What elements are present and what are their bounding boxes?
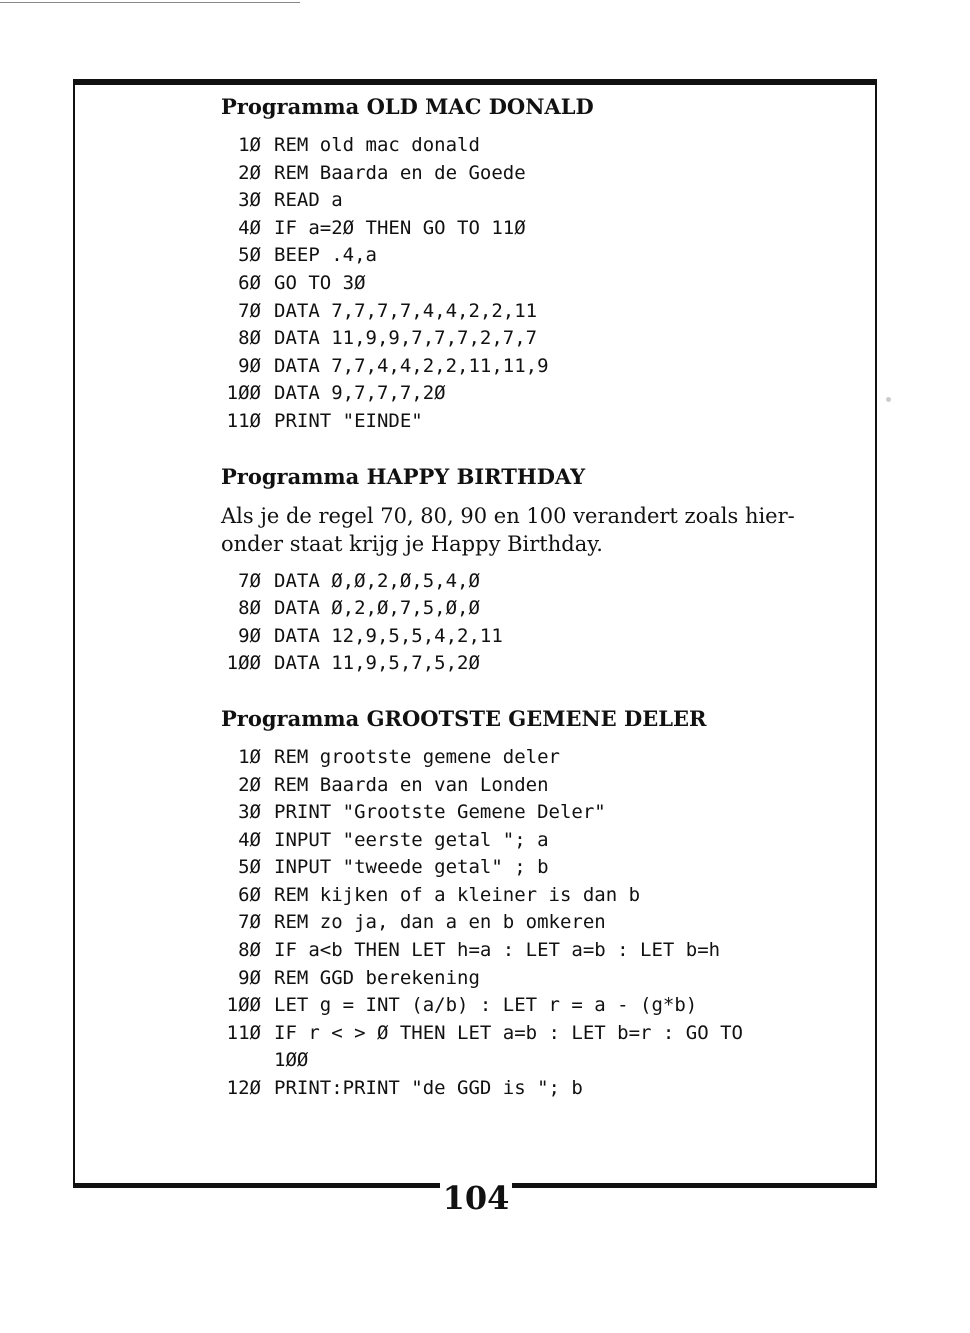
section-heading	[221, 92, 841, 122]
code-line	[221, 909, 841, 937]
code-line	[221, 568, 841, 596]
line-number: 3Ø	[238, 189, 261, 212]
code-line	[221, 772, 841, 800]
line-number: 3Ø	[238, 801, 261, 824]
code-line	[221, 882, 841, 910]
heading-title: HAPPY BIRTHDAY	[366, 463, 586, 489]
line-code: GO TO 3Ø	[274, 271, 366, 294]
heading-title: OLD MAC DONALD	[366, 94, 594, 119]
paper-speck	[886, 397, 891, 402]
line-code: IF r < > Ø THEN LET a=b : LET b=r : GO TO	[274, 1021, 743, 1044]
line-code: REM grootste gemene deler	[274, 745, 560, 768]
line-code: PRINT "Grootste Gemene Deler"	[274, 801, 606, 824]
code-line	[221, 937, 841, 965]
code-line	[221, 1075, 841, 1103]
line-number: 5Ø	[238, 244, 261, 267]
code-line	[221, 595, 841, 623]
code-line	[221, 325, 841, 353]
line-number: 9Ø	[238, 966, 261, 989]
explanation-paragraph	[221, 502, 841, 558]
line-number: 4Ø	[238, 828, 261, 851]
line-number: 5Ø	[238, 856, 261, 879]
line-code: DATA Ø,Ø,2,Ø,5,4,Ø	[274, 569, 480, 592]
line-code: PRINT "EINDE"	[274, 409, 423, 432]
code-line	[221, 965, 841, 993]
section-heading	[221, 704, 841, 734]
paragraph-line: onder staat krijg je Happy Birthday.	[221, 531, 603, 556]
line-number	[221, 1047, 261, 1075]
code-line	[221, 270, 841, 298]
line-number: 6Ø	[238, 883, 261, 906]
section-happy-birthday	[221, 462, 841, 678]
line-number: 4Ø	[238, 216, 261, 239]
code-line	[221, 215, 841, 243]
section-heading	[221, 462, 841, 492]
code-listing	[221, 744, 841, 1103]
line-number: 1Ø	[238, 745, 261, 768]
code-line	[221, 242, 841, 270]
line-number: 6Ø	[238, 271, 261, 294]
code-line	[221, 1020, 841, 1048]
code-line	[221, 799, 841, 827]
line-number: 2Ø	[238, 773, 261, 796]
top-rule	[0, 2, 300, 3]
code-line	[221, 380, 841, 408]
line-number: 7Ø	[238, 569, 261, 592]
line-code: PRINT:PRINT "de GGD is "; b	[274, 1077, 583, 1100]
code-line	[221, 353, 841, 381]
line-code: DATA Ø,2,Ø,7,5,Ø,Ø	[274, 597, 480, 620]
line-code: INPUT "eerste getal "; a	[274, 828, 549, 851]
line-code: DATA 9,7,7,7,2Ø	[274, 382, 446, 405]
line-code: DATA 12,9,5,5,4,2,11	[274, 624, 503, 647]
line-code: LET g = INT (a/b) : LET r = a - (g*b)	[274, 994, 698, 1017]
line-number: 8Ø	[238, 327, 261, 350]
line-code: DATA 7,7,7,7,4,4,2,2,11	[274, 299, 538, 322]
line-number: 11Ø	[226, 1021, 261, 1044]
line-code: REM kijken of a kleiner is dan b	[274, 883, 641, 906]
line-code: REM zo ja, dan a en b omkeren	[274, 911, 606, 934]
paragraph-line: Als je de regel 70, 80, 90 en 100 verandert zoals hier-	[221, 503, 795, 528]
heading-prefix: Programma	[221, 705, 360, 731]
page-content	[221, 92, 841, 1103]
section-grootste-gemene-deler	[221, 704, 841, 1103]
line-number: 1ØØ	[226, 652, 261, 675]
line-code: INPUT "tweede getal" ; b	[274, 856, 549, 879]
line-code: READ a	[274, 189, 343, 212]
code-line	[221, 854, 841, 882]
line-code: IF a<b THEN LET h=a : LET a=b : LET b=h	[274, 939, 721, 962]
code-listing	[221, 132, 841, 436]
line-number: 7Ø	[238, 911, 261, 934]
line-code: REM old mac donald	[274, 134, 480, 156]
line-code: DATA 11,9,5,7,5,2Ø	[274, 652, 480, 675]
line-code: BEEP .4,a	[274, 244, 377, 267]
code-line	[221, 408, 841, 436]
line-number: 1ØØ	[226, 994, 261, 1017]
heading-prefix: Programma	[221, 94, 360, 119]
line-code: REM Baarda en van Londen	[274, 773, 549, 796]
code-line	[221, 992, 841, 1020]
line-code: IF a=2Ø THEN GO TO 11Ø	[274, 216, 526, 239]
line-number: 11Ø	[226, 409, 261, 432]
heading-prefix: Programma	[221, 463, 360, 489]
code-line	[221, 1047, 841, 1075]
code-listing	[221, 568, 841, 678]
code-line	[221, 827, 841, 855]
page-number-box	[440, 1176, 512, 1220]
section-old-mac-donald	[221, 92, 841, 436]
line-number: 1ØØ	[226, 382, 261, 405]
line-number: 7Ø	[238, 299, 261, 322]
line-code: DATA 7,7,4,4,2,2,11,11,9	[274, 354, 549, 377]
code-line	[221, 132, 841, 160]
code-line	[221, 744, 841, 772]
line-code: 1ØØ	[274, 1049, 309, 1072]
line-number: 9Ø	[238, 354, 261, 377]
page-number: 104	[442, 1179, 510, 1217]
code-line	[221, 160, 841, 188]
line-number: 8Ø	[238, 939, 261, 962]
line-code: REM Baarda en de Goede	[274, 161, 526, 184]
code-line	[221, 187, 841, 215]
line-number: 12Ø	[226, 1077, 261, 1100]
code-line	[221, 623, 841, 651]
line-number: 9Ø	[238, 624, 261, 647]
line-number: 2Ø	[238, 161, 261, 184]
heading-title: GROOTSTE GEMENE DELER	[366, 705, 707, 731]
line-code: DATA 11,9,9,7,7,7,2,7,7	[274, 327, 538, 350]
code-line	[221, 298, 841, 326]
line-number: 1Ø	[238, 134, 261, 156]
code-line	[221, 650, 841, 678]
line-code: REM GGD berekening	[274, 966, 480, 989]
line-number: 8Ø	[238, 597, 261, 620]
